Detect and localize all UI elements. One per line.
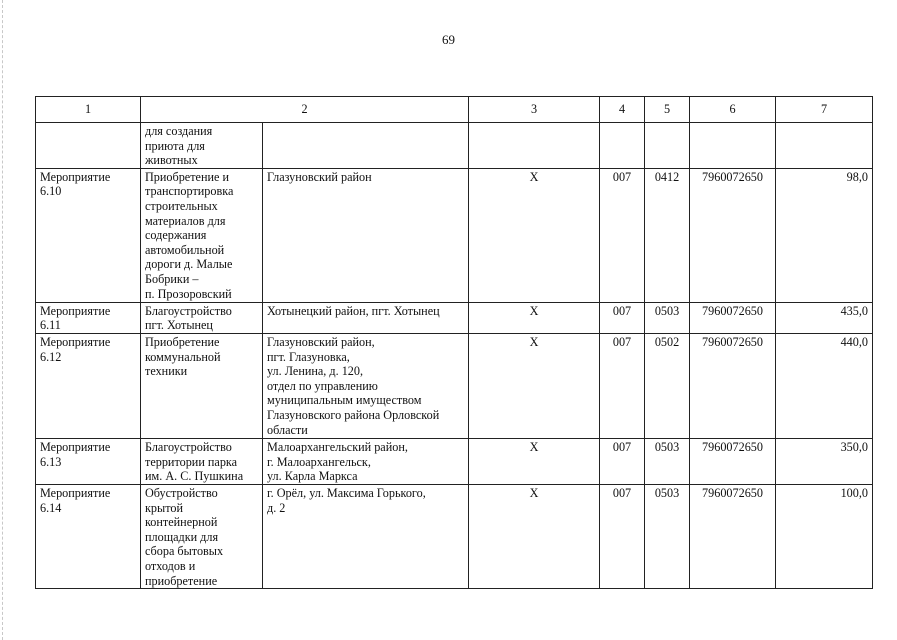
- name-cell: Благоустройство пгт. Хотынец: [141, 302, 263, 333]
- col4-cell: [600, 123, 645, 169]
- col3-cell: Х: [469, 302, 600, 333]
- table-header-row: [36, 97, 873, 123]
- table-row: [36, 168, 873, 302]
- col7-cell: 440,0: [776, 333, 873, 438]
- col7-cell: [776, 123, 873, 169]
- col5-cell: 0412: [645, 168, 690, 302]
- location-cell: Малоархангельский район, г. Малоархангельск, ул. Карла Маркса: [263, 438, 469, 484]
- col3-cell: Х: [469, 484, 600, 588]
- table-row: [36, 123, 873, 169]
- header-cell-2: 2: [141, 97, 469, 123]
- col6-cell: 7960072650: [690, 302, 776, 333]
- table-row: [36, 484, 873, 588]
- col7-cell: 100,0: [776, 484, 873, 588]
- col4-cell: 007: [600, 484, 645, 588]
- table-row: [36, 333, 873, 438]
- header-cell-1: 1: [36, 97, 141, 123]
- col6-cell: 7960072650: [690, 438, 776, 484]
- name-cell: Приобретение коммунальной техники: [141, 333, 263, 438]
- name-cell: Обустройство крытой контейнерной площадки для сбора бытовых отходов и приобретение: [141, 484, 263, 588]
- name-cell: для создания приюта для животных: [141, 123, 263, 169]
- location-cell: Глазуновский район: [263, 168, 469, 302]
- table-row: [36, 438, 873, 484]
- table-row: [36, 302, 873, 333]
- event-cell: Мероприятие 6.11: [36, 302, 141, 333]
- event-cell: Мероприятие 6.10: [36, 168, 141, 302]
- event-cell: Мероприятие 6.14: [36, 484, 141, 588]
- name-cell: Приобретение и транспортировка строительных материалов для содержания автомобильной дороги д. Малые Бобрики – п. Прозоровский: [141, 168, 263, 302]
- col5-cell: 0502: [645, 333, 690, 438]
- location-cell: Хотынецкий район, пгт. Хотынец: [263, 302, 469, 333]
- col3-cell: Х: [469, 168, 600, 302]
- col4-cell: 007: [600, 302, 645, 333]
- col4-cell: 007: [600, 438, 645, 484]
- col3-cell: Х: [469, 438, 600, 484]
- col7-cell: 98,0: [776, 168, 873, 302]
- event-cell: [36, 123, 141, 169]
- col3-cell: Х: [469, 333, 600, 438]
- col6-cell: 7960072650: [690, 333, 776, 438]
- header-cell-3: 3: [469, 97, 600, 123]
- header-cell-5: 5: [645, 97, 690, 123]
- col4-cell: 007: [600, 168, 645, 302]
- budget-table: [35, 96, 873, 589]
- col6-cell: 7960072650: [690, 484, 776, 588]
- event-cell: Мероприятие 6.13: [36, 438, 141, 484]
- page-number: 69: [442, 32, 455, 47]
- col7-cell: 435,0: [776, 302, 873, 333]
- location-cell: г. Орёл, ул. Максима Горького, д. 2: [263, 484, 469, 588]
- header-cell-7: 7: [776, 97, 873, 123]
- name-cell: Благоустройство территории парка им. А. С. Пушкина: [141, 438, 263, 484]
- col5-cell: [645, 123, 690, 169]
- col5-cell: 0503: [645, 438, 690, 484]
- event-cell: Мероприятие 6.12: [36, 333, 141, 438]
- col5-cell: 0503: [645, 484, 690, 588]
- col6-cell: 7960072650: [690, 168, 776, 302]
- col6-cell: [690, 123, 776, 169]
- col7-cell: 350,0: [776, 438, 873, 484]
- scan-edge-line: [2, 0, 4, 640]
- col4-cell: 007: [600, 333, 645, 438]
- location-cell: Глазуновский район, пгт. Глазуновка, ул. Ленина, д. 120, отдел по управлению муниципальным имуществом Глазуновского района Орловской области: [263, 333, 469, 438]
- header-cell-6: 6: [690, 97, 776, 123]
- col3-cell: [469, 123, 600, 169]
- location-cell: [263, 123, 469, 169]
- header-cell-4: 4: [600, 97, 645, 123]
- col5-cell: 0503: [645, 302, 690, 333]
